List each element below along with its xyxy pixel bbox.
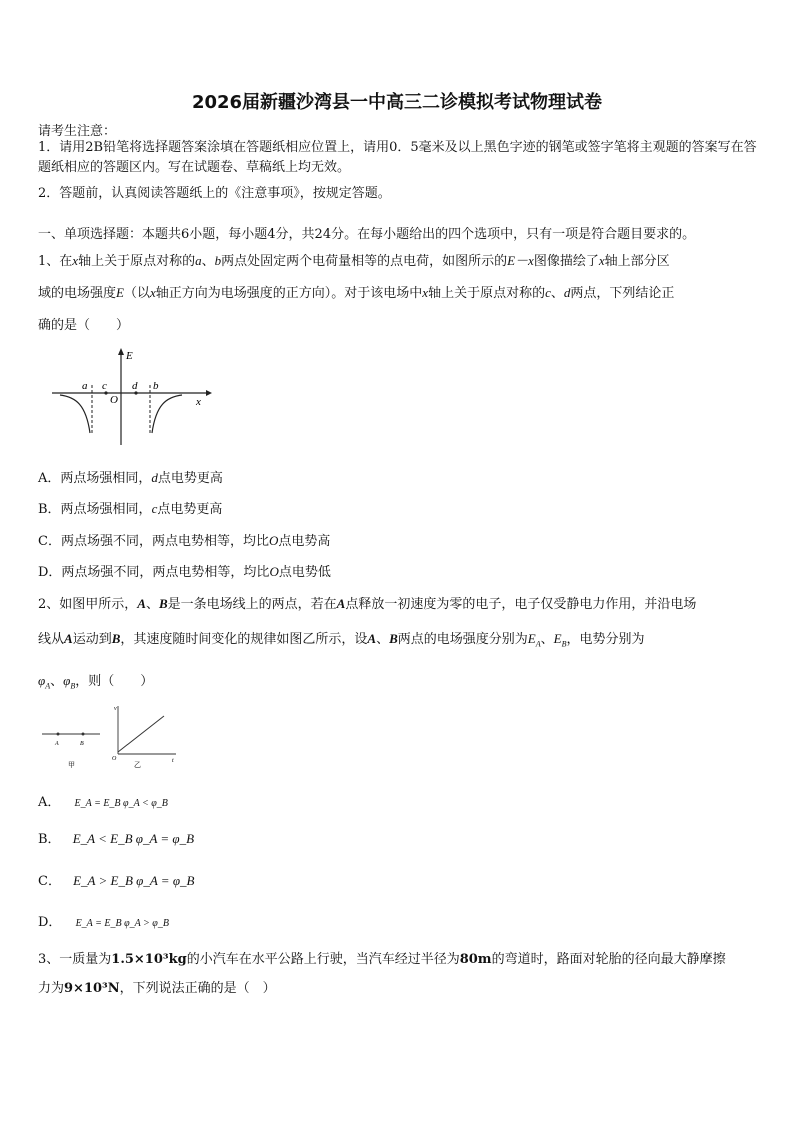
- label-O: O: [110, 394, 118, 406]
- curve-right: [152, 395, 182, 433]
- q1-text: 、: [201, 254, 215, 269]
- q2-var: A: [336, 596, 346, 611]
- x-axis-arrow: [206, 390, 212, 396]
- point-A: [57, 733, 60, 736]
- q2-text: ，电势分别为: [566, 632, 645, 647]
- q2-text: 、: [376, 632, 390, 647]
- q3-text: 的小汽车在水平公路上行驶，当汽车经过半径为: [186, 952, 460, 967]
- q2-var: E: [527, 631, 536, 646]
- q2-var: φ: [38, 673, 46, 688]
- label-b: b: [153, 380, 159, 392]
- q1-var: b: [214, 253, 222, 268]
- option-text: A．两点场强相同，: [38, 471, 152, 486]
- q1-line-2: [38, 282, 674, 301]
- q2-line-3: [38, 670, 153, 691]
- q1-line-3: 确的是（ ）: [38, 318, 130, 333]
- q2-text: 点释放一初速度为零的电子，电子仅受静电力作用，并沿电场: [345, 597, 697, 612]
- q2-text: 线从: [38, 632, 65, 647]
- label-v: v: [114, 706, 117, 712]
- q1-var: a: [195, 253, 202, 268]
- notice-heading: 请考生注意：: [38, 124, 117, 139]
- point-B: [82, 733, 85, 736]
- q2-line-1: [38, 593, 696, 612]
- q2-text: 、: [145, 597, 159, 612]
- q1-text: 轴上关于原点对称的: [428, 286, 546, 301]
- q1-option-b: [38, 498, 222, 517]
- q2-text: ，则（ ）: [75, 674, 154, 689]
- notice-item-1: 1．请用2B铅笔将选择题答案涂填在答题纸相应位置上，请用0．5毫米及以上黑色字迹的钢笔或签字笔将主观题的答案写在答题纸相应的答题区内。写在试题卷、草稿纸上均无效。: [38, 140, 757, 175]
- option-text: C．两点场强不同，两点电势相等，均比: [38, 534, 269, 549]
- option-text: 点电势更高: [157, 471, 223, 486]
- q3-value: 1.5×10³kg: [111, 952, 187, 967]
- label-x: x: [196, 396, 201, 408]
- option-var: O: [269, 564, 279, 579]
- q2-var: A: [367, 631, 377, 646]
- option-label: B．: [38, 832, 61, 847]
- option-expr: E_A < E_B φ_A = φ_B: [72, 831, 195, 846]
- q2-figures: [38, 700, 188, 770]
- e-axis-arrow: [118, 348, 124, 355]
- q2-option-a: [38, 791, 168, 810]
- q1-text: 轴上关于原点对称的: [78, 254, 196, 269]
- option-expr: E_A = E_B φ_A < φ_B: [74, 798, 168, 809]
- label-A: A: [55, 741, 59, 747]
- q1-var: x: [598, 253, 605, 268]
- q2-option-d: [38, 911, 169, 930]
- label-O: O: [112, 756, 117, 762]
- q2-subscript: A: [45, 681, 51, 691]
- q1-text: 、: [550, 286, 564, 301]
- q2-text: 是一条电场线上的两点，若在: [167, 597, 337, 612]
- q2-var: B: [389, 631, 398, 646]
- q3-text: 的弯道时，路面对轮胎的径向最大静摩擦: [491, 952, 726, 967]
- q2-var: B: [111, 631, 121, 646]
- q3-text: 力为: [38, 981, 65, 996]
- q2-line-2: [38, 628, 644, 649]
- q1-text: 图像描绘了: [533, 254, 599, 269]
- q1-var: x: [149, 285, 156, 300]
- v-t-line: [118, 716, 164, 752]
- option-label: A．: [38, 795, 61, 810]
- q1-text: 两点，下列结论正: [570, 286, 675, 301]
- q2-option-c: [38, 870, 194, 889]
- q2-text: 、: [50, 674, 64, 689]
- q1-text: 轴上部分区: [604, 254, 670, 269]
- q1-var: x: [422, 285, 429, 300]
- option-label: D．: [38, 915, 62, 930]
- label-t: t: [172, 758, 174, 764]
- q2-var: A: [137, 596, 146, 611]
- option-text: 点电势低: [278, 565, 331, 580]
- q2-var: A: [64, 631, 73, 646]
- q1-var: c: [545, 285, 551, 300]
- q1-text: 两点处固定两个电荷量相等的点电荷，如图所示的: [221, 254, 508, 269]
- page-title: 2026届新疆沙湾县一中高三二诊模拟考试物理试卷: [191, 92, 603, 113]
- label-B: B: [80, 741, 84, 747]
- option-var: O: [268, 533, 279, 548]
- option-expr: E_A > E_B φ_A = φ_B: [73, 873, 195, 888]
- notice-item-2: 2．答题前，认真阅读答题纸上的《注意事项》，按规定答题。: [38, 186, 391, 201]
- label-d: d: [132, 380, 138, 392]
- q2-option-b: [38, 828, 194, 847]
- q2-text: 2、如图甲所示，: [38, 597, 138, 612]
- q3-value: 9×10³N: [64, 981, 120, 996]
- label-yi: 乙: [134, 761, 141, 769]
- q3-line-1: [38, 948, 726, 967]
- option-label: C．: [38, 874, 61, 889]
- option-var: d: [151, 470, 158, 485]
- option-text: 点电势更高: [157, 502, 223, 517]
- curve-left: [60, 395, 90, 433]
- q2-var: E: [553, 631, 562, 646]
- q1-var: E－x: [507, 253, 534, 268]
- q1-text: 轴正方向为电场强度的正方向）。对于该电场中: [155, 286, 423, 301]
- q3-line-2: [38, 977, 276, 996]
- q1-option-d: [38, 561, 331, 580]
- q2-text: 运动到: [72, 632, 112, 647]
- q1-var: d: [563, 285, 571, 300]
- q3-text: 3、一质量为: [38, 952, 112, 967]
- q3-text: ，下列说法正确的是（ ）: [119, 981, 276, 996]
- q2-var: B: [158, 596, 168, 611]
- label-jia: 甲: [68, 761, 75, 769]
- q1-ex-graph: [46, 345, 216, 450]
- option-var: c: [151, 501, 158, 516]
- q1-option-a: [38, 467, 223, 486]
- label-a: a: [82, 380, 88, 392]
- q1-var: x: [72, 253, 79, 268]
- option-expr: E_A = E_B φ_A > φ_B: [75, 918, 169, 929]
- q2-text: 、: [540, 632, 554, 647]
- option-text: B．两点场强相同，: [38, 502, 152, 517]
- q3-value: 80m: [459, 952, 492, 967]
- q1-text: 域的电场强度: [38, 286, 117, 301]
- q1-text: （以: [123, 286, 150, 301]
- option-text: 点电势高: [278, 534, 331, 549]
- label-c: c: [102, 380, 107, 392]
- option-text: D．两点场强不同，两点电势相等，均比: [38, 565, 270, 580]
- q2-subscript: A: [535, 639, 541, 649]
- label-E: E: [126, 350, 133, 362]
- q1-option-c: [38, 530, 330, 549]
- q2-subscript: B: [70, 681, 76, 691]
- q2-text: 两点的电场强度分别为: [397, 632, 528, 647]
- q1-var: E: [116, 285, 124, 300]
- section-heading: 一、单项选择题：本题共6小题，每小题4分，共24分。在每小题给出的四个选项中，只有一项是符合题目要求的。: [38, 227, 696, 242]
- q2-subscript: B: [561, 639, 567, 649]
- q1-line-1: [38, 250, 670, 269]
- q1-text: 1、在: [38, 254, 73, 269]
- q2-text: ，其速度随时间变化的规律如图乙所示，设: [120, 632, 368, 647]
- q2-var: φ: [63, 673, 71, 688]
